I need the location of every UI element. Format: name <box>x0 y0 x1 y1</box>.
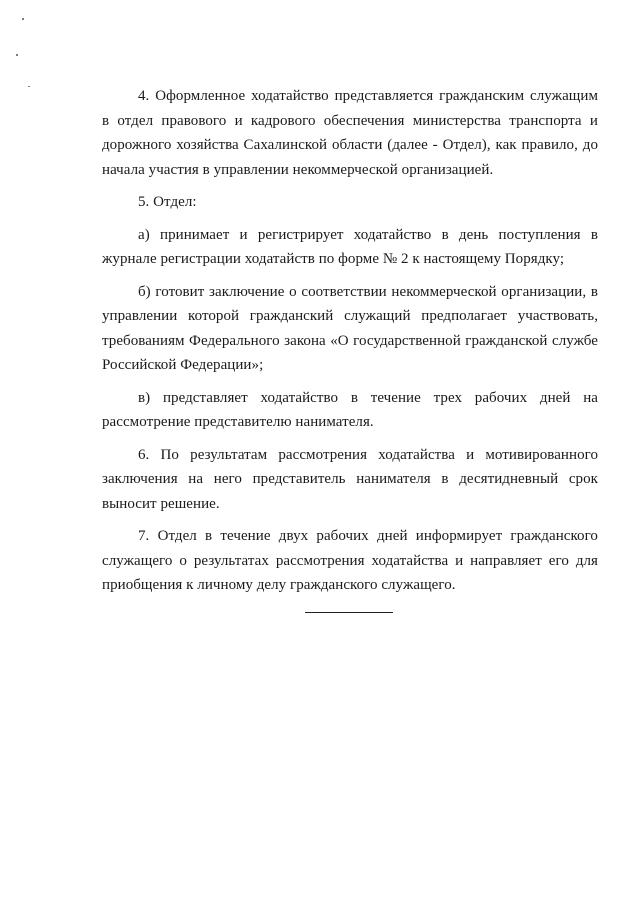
scan-speck <box>28 86 30 87</box>
paragraph-5a: а) принимает и регистрирует ходатайство в день поступления в журнале регистрации ходатайств по форме № 2 к настоящему Порядку; <box>102 226 598 267</box>
end-of-document-rule <box>305 612 393 613</box>
scan-speck <box>16 54 18 56</box>
paragraph-4: 4. Оформленное ходатайство представляется гражданским служащим в отдел правового и кадрового обеспечения министерства транспорта и дорожного хозяйства Сахалинской области (далее - Отдел), как правило, до начала участия в управлении некоммерческой организацией. <box>102 88 598 178</box>
paragraph-5v: в) представляет ходатайство в течение трех рабочих дней на рассмотрение представителю нанимателя. <box>102 389 598 430</box>
paragraph-6: 6. По результатам рассмотрения ходатайства и мотивированного заключения на него представитель нанимателя в десятидневный срок выносит решение. <box>102 446 598 512</box>
scan-speck <box>22 18 24 20</box>
paragraph-7: 7. Отдел в течение двух рабочих дней информирует гражданского служащего о результатах рассмотрения ходатайства и направляет его для приобщения к личному делу гражданского служащего. <box>102 528 598 593</box>
document-body <box>102 84 598 606</box>
paragraph-5b: б) готовит заключение о соответствии некоммерческой организации, в управлении которой гражданский служащий предполагает участвовать, требованиям Федерального закона «О государственной гражданской службе Российской Федерации»; <box>102 283 598 373</box>
paragraph-5-heading: 5. Отдел: <box>138 194 197 210</box>
